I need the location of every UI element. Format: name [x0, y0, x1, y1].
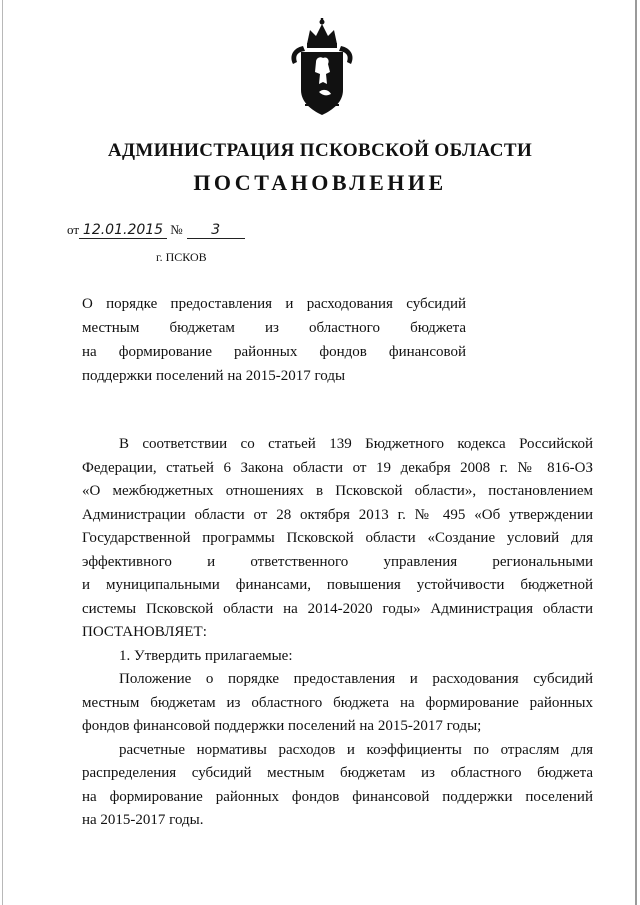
body-line: расчетные нормативы расходов и коэффициенты по отраслям для	[119, 741, 593, 758]
coat-of-arms-icon	[283, 18, 361, 118]
body-line: распределения субсидий местным бюджетам из областного бюджета	[82, 765, 593, 781]
body-line: Положение о порядке предоставления и расходования субсидий	[119, 671, 593, 687]
subject-block	[82, 292, 466, 388]
subject-line: О порядке предоставления и расходования субсидий	[82, 296, 466, 312]
body-line: Администрации области от 28 октября 2013 г. № 495 «Об утверждении	[82, 506, 593, 523]
body-line: фондов финансовой поддержки поселений на 2015-2017 годы;	[82, 718, 482, 734]
subject-line: поддержки поселений на 2015-2017 годы	[82, 368, 346, 384]
body-line: на формирование районных фондов финансовой поддержки поселений	[82, 788, 593, 805]
body-line: ПОСТАНОВЛЯЕТ:	[82, 624, 207, 640]
date-prefix: от	[67, 222, 80, 237]
body-line: Федерации, статьей 6 Закона области от 19 декабря 2008 г. № 816-ОЗ	[82, 459, 593, 476]
preamble-paragraph	[82, 433, 593, 645]
body-line: «О межбюджетных отношениях в Псковской области», постановлением	[82, 483, 593, 499]
subject-line: местным бюджетам из областного бюджета	[82, 320, 466, 336]
date-value: 12.01.2015	[79, 222, 167, 239]
body-line: эффективного и ответственного управления региональными	[82, 553, 593, 570]
body-line: системы Псковской области на 2014-2020 годы» Администрация области	[82, 600, 593, 617]
city-label: г. ПСКОВ	[156, 250, 207, 264]
scan-edge-right	[635, 0, 637, 905]
item-1-paragraph	[82, 645, 593, 669]
dateline	[67, 222, 245, 239]
body-line: 1. Утвердить прилагаемые:	[119, 647, 293, 664]
body-line: В соответствии со статьей 139 Бюджетного кодекса Российской	[119, 436, 593, 452]
body-line: на 2015-2017 годы.	[82, 812, 204, 828]
regulation-paragraph	[82, 668, 593, 739]
norms-paragraph	[82, 739, 593, 833]
body-line: Государственной программы Псковской области «Создание условий для	[82, 530, 593, 546]
body-line: и муниципальными финансами, повышения устойчивости бюджетной	[82, 577, 593, 593]
document-body	[82, 433, 593, 833]
body-line: местным бюджетам из областного бюджета на формирование районных	[82, 694, 593, 711]
number-value: 3	[187, 222, 245, 239]
document-type-title: ПОСТАНОВЛЕНИЕ	[193, 170, 447, 195]
scan-edge-left	[2, 0, 3, 905]
number-label: №	[170, 222, 183, 237]
subject-line: на формирование районных фондов финансовой	[82, 344, 466, 360]
organization-title: АДМИНИСТРАЦИЯ ПСКОВСКОЙ ОБЛАСТИ	[107, 140, 533, 161]
